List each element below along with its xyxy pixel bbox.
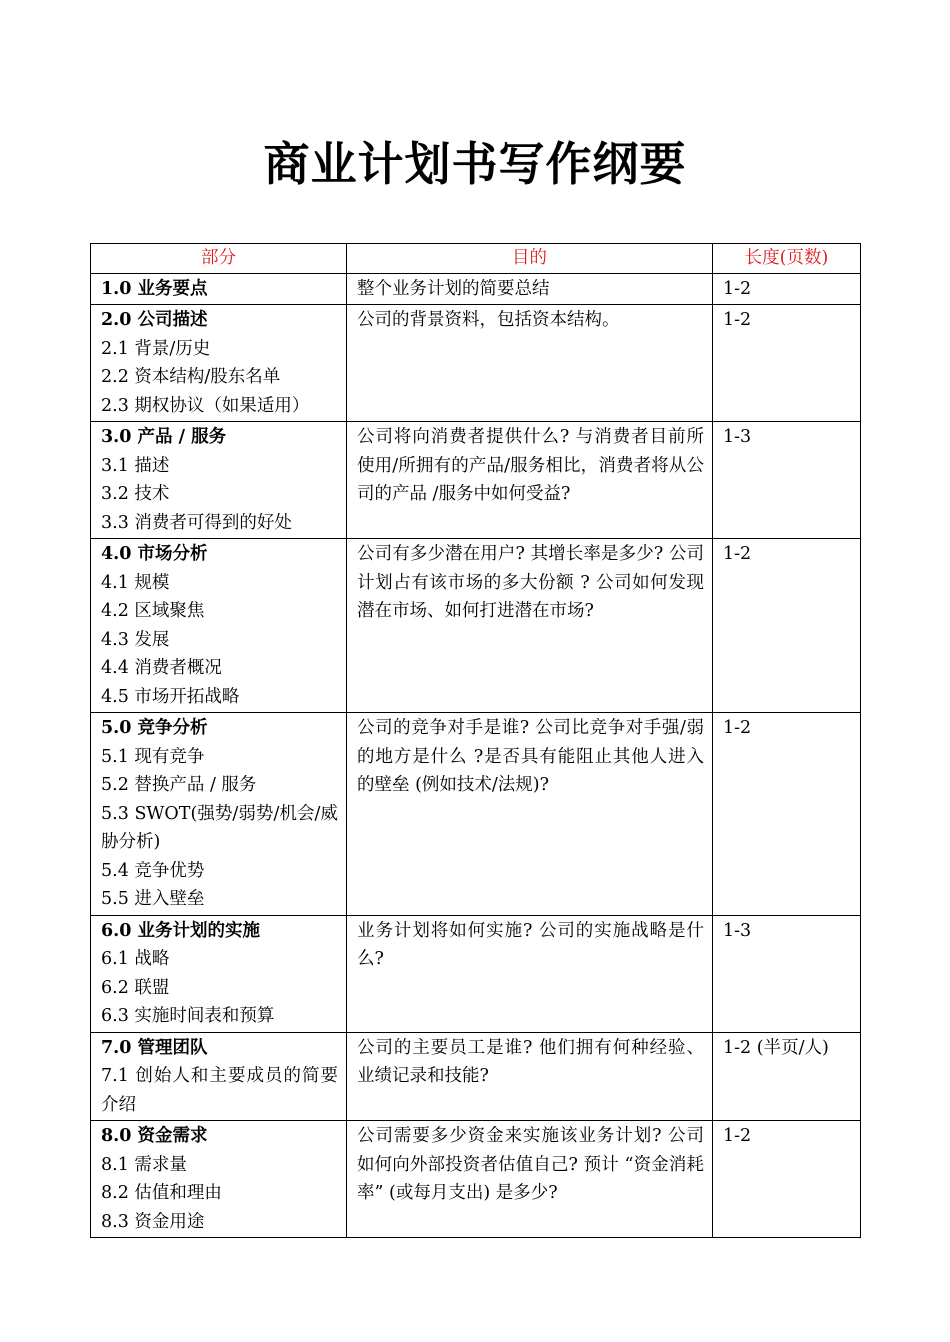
table-body (91, 273, 861, 1238)
section-heading: 5.0 竞争分析 (101, 718, 208, 738)
table-row (91, 915, 861, 1032)
length-cell: 1-3 (713, 422, 861, 539)
table-row (91, 713, 861, 916)
section-heading: 2.0 公司描述 (101, 310, 208, 330)
header-section: 部分 (91, 244, 347, 274)
subsection-item: 3.1 描述 (101, 455, 170, 476)
table-row (91, 422, 861, 539)
subsection-item: 8.2 估值和理由 (101, 1183, 222, 1203)
subsection-item: 5.5 进入壁垒 (101, 889, 205, 909)
subsection-item: 3.2 技术 (101, 484, 170, 504)
subsection-item: 4.1 规模 (101, 572, 170, 593)
length-cell: 1-2 (713, 305, 861, 422)
table-row (91, 539, 861, 713)
section-cell (91, 1032, 347, 1121)
table-row (91, 273, 861, 305)
subsection-item: 7.1 创始人和主要成员的简要介绍 (101, 1066, 338, 1115)
subsection-item: 4.2 区域聚焦 (101, 601, 205, 621)
subsection-item: 6.1 战略 (101, 949, 170, 969)
purpose-cell: 业务计划将如何实施? 公司的实施战略是什么? (347, 915, 713, 1032)
length-cell: 1-2 (713, 539, 861, 713)
section-heading: 8.0 资金需求 (101, 1126, 208, 1146)
section-cell (91, 713, 347, 916)
subsection-item: 4.3 发展 (101, 629, 170, 650)
purpose-cell: 公司的背景资料，包括资本结构。 (347, 305, 713, 422)
header-row (91, 244, 861, 274)
section-heading: 4.0 市场分析 (101, 544, 208, 564)
section-cell (91, 273, 347, 305)
section-cell (91, 1121, 347, 1238)
subsection-item: 4.5 市场开拓战略 (101, 686, 240, 707)
header-purpose: 目的 (347, 244, 713, 274)
table-row (91, 1032, 861, 1121)
purpose-cell: 整个业务计划的简要总结 (347, 273, 713, 305)
table-row (91, 1121, 861, 1238)
length-cell: 1-2 (713, 1121, 861, 1238)
purpose-cell: 公司的竞争对手是谁? 公司比竞争对手强/弱的地方是什么 ?是否具有能阻止其他人进入的壁垒 (例如技术/法规)? (347, 713, 713, 916)
section-cell (91, 915, 347, 1032)
subsection-item: 2.2 资本结构/股东名单 (101, 367, 281, 387)
table-row (91, 305, 861, 422)
length-cell: 1-2 (713, 713, 861, 916)
section-cell (91, 422, 347, 539)
purpose-cell: 公司需要多少资金来实施该业务计划? 公司如何向外部投资者估值自己? 预计 “资金消耗率” (或每月支出) 是多少? (347, 1121, 713, 1238)
subsection-item: 6.3 实施时间表和预算 (101, 1006, 275, 1026)
section-heading: 3.0 产品 / 服务 (101, 427, 227, 447)
page-title: 商业计划书写作纲要 (263, 137, 687, 191)
header-length: 长度(页数) (713, 244, 861, 274)
section-cell (91, 305, 347, 422)
section-heading: 7.0 管理团队 (101, 1037, 208, 1058)
length-cell: 1-3 (713, 915, 861, 1032)
subsection-item: 5.4 竞争优势 (101, 860, 205, 881)
purpose-cell: 公司的主要员工是谁? 他们拥有何种经验、业绩记录和技能? (347, 1032, 713, 1121)
subsection-item: 2.1 背景/历史 (101, 338, 211, 359)
section-heading: 1.0 业务要点 (101, 278, 208, 299)
subsection-item: 8.3 资金用途 (101, 1211, 205, 1232)
subsection-item: 2.3 期权协议（如果适用） (101, 395, 310, 416)
section-cell (91, 539, 347, 713)
purpose-cell: 公司有多少潜在用户? 其增长率是多少? 公司计划占有该市场的多大份额 ? 公司如何发现潜在市场、如何打进潜在市场? (347, 539, 713, 713)
length-cell: 1-2 (713, 273, 861, 305)
subsection-item: 5.2 替换产品 / 服务 (101, 775, 257, 795)
subsection-item: 8.1 需求量 (101, 1154, 187, 1175)
section-heading: 6.0 业务计划的实施 (101, 920, 261, 941)
subsection-item: 4.4 消费者概况 (101, 658, 222, 678)
outline-table (90, 243, 861, 1238)
subsection-item: 6.2 联盟 (101, 977, 170, 998)
subsection-item: 3.3 消费者可得到的好处 (101, 512, 292, 533)
length-cell: 1-2 (半页/人) (713, 1032, 861, 1121)
subsection-item: 5.1 现有竞争 (101, 746, 205, 767)
subsection-item: 5.3 SWOT(强势/弱势/机会/威胁分析) (101, 803, 338, 852)
purpose-cell: 公司将向消费者提供什么? 与消费者目前所使用/所拥有的产品/服务相比，消费者将从公司的产品 /服务中如何受益? (347, 422, 713, 539)
